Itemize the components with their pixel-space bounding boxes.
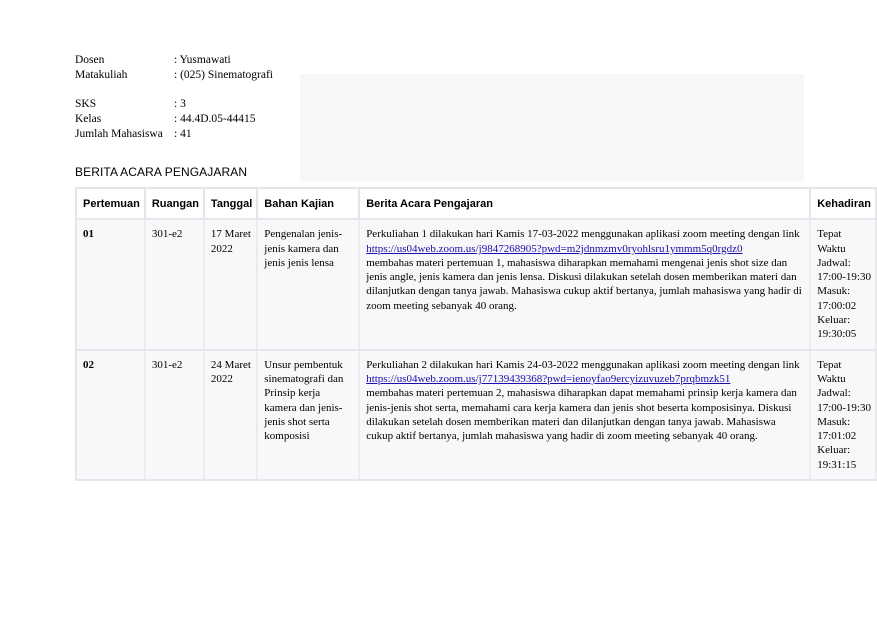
col-header-pertemuan: Pertemuan xyxy=(76,188,145,219)
berita-acara-text: Perkuliahan 2 dilakukan hari Kamis 24-03-2022 menggunakan aplikasi zoom meeting dengan link xyxy=(366,358,800,371)
col-header-bahan-kajian: Bahan Kajian xyxy=(257,188,359,219)
matakuliah-label: Matakuliah xyxy=(75,69,128,81)
bahan-kajian-cell: Unsur pembentuk sinematografi dan Prinsip kerja kamera dan jenis-jenis shot serta komposisi xyxy=(257,350,359,480)
zoom-meeting-link[interactable]: https://us04web.zoom.us/j77139439368?pwd=ienoyfao9ercyizuvuzeb7prqbmzk51 xyxy=(366,372,731,385)
jadwal-value: 17:00-19:30 xyxy=(817,271,871,284)
keluar-label: Keluar: xyxy=(817,314,851,327)
table-header-row xyxy=(76,188,876,219)
jadwal-label: Jadwal: xyxy=(817,387,851,400)
jadwal-value: 17:00-19:30 xyxy=(817,401,871,414)
page-title: BERITA ACARA PENGAJARAN xyxy=(75,165,248,179)
info-row-sks xyxy=(75,97,273,112)
masuk-label: Masuk: xyxy=(817,285,851,298)
jumlah-label: Jumlah Mahasiswa xyxy=(75,128,163,140)
berita-acara-summary: membahas materi pertemuan 1, mahasiswa diharapkan memahami mengenai jenis shot size dan jenis angle, jenis kamera dan jenis lensa. Diskusi dilakukan setelah dosen memberikan materi dan dilanjutkan dengan tanya jawab. Mahasiswa cukup aktif bertanya, jumlah mahasiswa yang hadir di zoom meeting sebanyak 40 orang. xyxy=(366,256,802,312)
pertemuan-cell: 01 xyxy=(76,219,145,349)
sks-label: SKS xyxy=(75,98,97,110)
matakuliah-value: : (025) Sinematografi xyxy=(174,69,274,81)
ruangan-cell: 301-e2 xyxy=(145,350,204,480)
berita-acara-summary: membahas materi pertemuan 2, mahasiswa diharapkan dapat memahami prinsip kerja kamera dan jenis-jenis shot serta, memahami cara kerja kamera dan jenis shot beserta komposisinya. Diskusi dilakukan setelah dosen memberikan materi dan dilanjutkan dengan tanya jawab. Mahasiswa cukup aktif bertanya, jumlah mahasiswa yang hadir di zoom meeting sebanyak 40 orang. xyxy=(366,387,797,443)
info-row-kelas xyxy=(75,112,273,127)
berita-acara-cell xyxy=(359,350,810,480)
dosen-label: Dosen xyxy=(75,54,105,66)
keluar-label: Keluar: xyxy=(817,444,851,457)
ruangan-cell: 301-e2 xyxy=(145,219,204,349)
kehadiran-cell xyxy=(810,219,876,349)
info-row-dosen xyxy=(75,53,273,68)
kelas-label: Kelas xyxy=(75,113,102,125)
kehadiran-status: Tepat Waktu xyxy=(817,228,846,255)
masuk-value: 17:00:02 xyxy=(817,299,857,312)
sks-value: : 3 xyxy=(174,98,186,110)
kehadiran-cell xyxy=(810,350,876,480)
tanggal-cell: 17 Maret 2022 xyxy=(204,219,257,349)
berita-acara-table xyxy=(75,187,877,481)
col-header-berita-acara: Berita Acara Pengajaran xyxy=(359,188,810,219)
masuk-value: 17:01:02 xyxy=(817,430,857,443)
col-header-ruangan: Ruangan xyxy=(145,188,204,219)
zoom-meeting-link[interactable]: https://us04web.zoom.us/j9847268905?pwd=m2jdnmzmv0ryohlsru1ymmm5q0rgdz0 xyxy=(366,242,743,255)
kehadiran-status: Tepat Waktu xyxy=(817,358,846,385)
keluar-value: 19:31:15 xyxy=(817,458,857,471)
berita-acara-cell xyxy=(359,219,810,349)
kelas-value: : 44.4D.05-44415 xyxy=(174,113,256,125)
col-header-tanggal: Tanggal xyxy=(204,188,257,219)
jadwal-label: Jadwal: xyxy=(817,256,851,269)
header-shade xyxy=(300,74,804,181)
table-row xyxy=(76,219,876,349)
jumlah-value: : 41 xyxy=(174,128,192,140)
col-header-kehadiran: Kehadiran xyxy=(810,188,876,219)
keluar-value: 19:30:05 xyxy=(817,328,857,341)
bahan-kajian-cell: Pengenalan jenis-jenis kamera dan jenis jenis lensa xyxy=(257,219,359,349)
table-row xyxy=(76,350,876,480)
tanggal-cell: 24 Maret 2022 xyxy=(204,350,257,480)
masuk-label: Masuk: xyxy=(817,415,851,428)
course-info xyxy=(75,53,273,142)
info-row-jumlah xyxy=(75,127,273,142)
info-row-matakuliah xyxy=(75,68,273,83)
berita-acara-text: Perkuliahan 1 dilakukan hari Kamis 17-03-2022 menggunakan aplikasi zoom meeting dengan link xyxy=(366,228,800,241)
dosen-value: : Yusmawati xyxy=(174,54,231,66)
pertemuan-cell: 02 xyxy=(76,350,145,480)
